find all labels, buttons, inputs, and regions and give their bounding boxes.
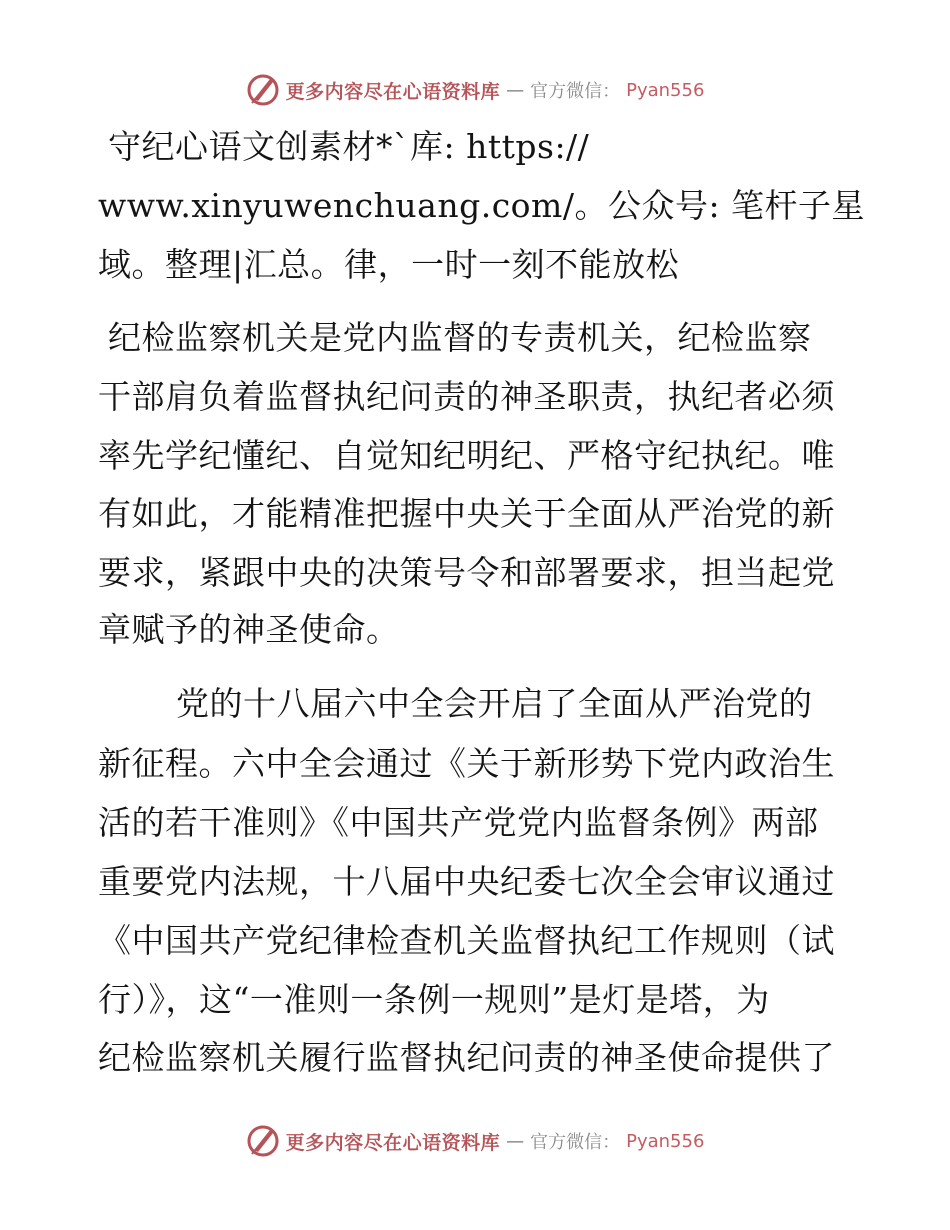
paragraph2-line-2: 新征程。六中全会通过《关于新形势下党内政治生 xyxy=(98,744,835,783)
banner-title: 更多内容尽在心语资料库 xyxy=(285,1131,501,1154)
intro-line-3: 域。整理|汇总。律，一时一刻不能放松 xyxy=(98,245,680,284)
paragraph1-line-5: 要求，紧跟中央的决策号令和部署要求，担当起党 xyxy=(98,553,835,592)
header-banner xyxy=(0,70,950,110)
paragraph2-line-6: 行）》，这“一准则一条例一规则”是灯是塔，为 xyxy=(98,980,770,1019)
paragraph2-line-3: 活的若干准则》《中国共产党党内监督条例》两部 xyxy=(98,803,819,842)
paragraph1-line-4: 有如此，才能精准把握中央关于全面从严治党的新 xyxy=(98,494,835,533)
paragraph2-line-4: 重要党内法规，十八届中央纪委七次全会审议通过 xyxy=(98,862,835,901)
quill-pen-circle-icon xyxy=(246,1124,280,1158)
banner-wechat-label: 官方微信： xyxy=(530,1132,621,1153)
paragraph1-line-3: 率先学纪懂纪、自觉知纪明纪、严格守纪执纪。唯 xyxy=(98,436,835,475)
banner-wechat-label: 官方微信： xyxy=(530,81,621,102)
banner-separator: — xyxy=(506,79,525,101)
paragraph2-line-5: 《中国共产党纪律检查机关监督执纪工作规则（试 xyxy=(98,921,835,960)
banner-separator: — xyxy=(506,1130,525,1152)
intro-line-1: 守纪心语文创素材*`库: https:// xyxy=(108,127,590,166)
banner-title: 更多内容尽在心语资料库 xyxy=(285,80,501,103)
paragraph1-line-1: 纪检监察机关是党内监督的专责机关，纪检监察 xyxy=(108,318,812,357)
paragraph1-line-6: 章赋予的神圣使命。 xyxy=(98,610,400,649)
quill-pen-circle-icon xyxy=(246,73,280,107)
banner-wechat-id: Pyan556 xyxy=(626,1130,705,1152)
banner-wechat-id: Pyan556 xyxy=(626,79,705,101)
paragraph1-line-2: 干部肩负着监督执纪问责的神圣职责，执纪者必须 xyxy=(98,377,835,416)
paragraph2-line-7: 纪检监察机关履行监督执纪问责的神圣使命提供了 xyxy=(98,1038,835,1077)
paragraph2-line-1: 党的十八届六中全会开启了全面从严治党的 xyxy=(176,684,813,723)
intro-line-2: www.xinyuwenchuang.com/。公众号: 笔杆子星 xyxy=(98,186,866,225)
footer-banner xyxy=(0,1121,950,1161)
